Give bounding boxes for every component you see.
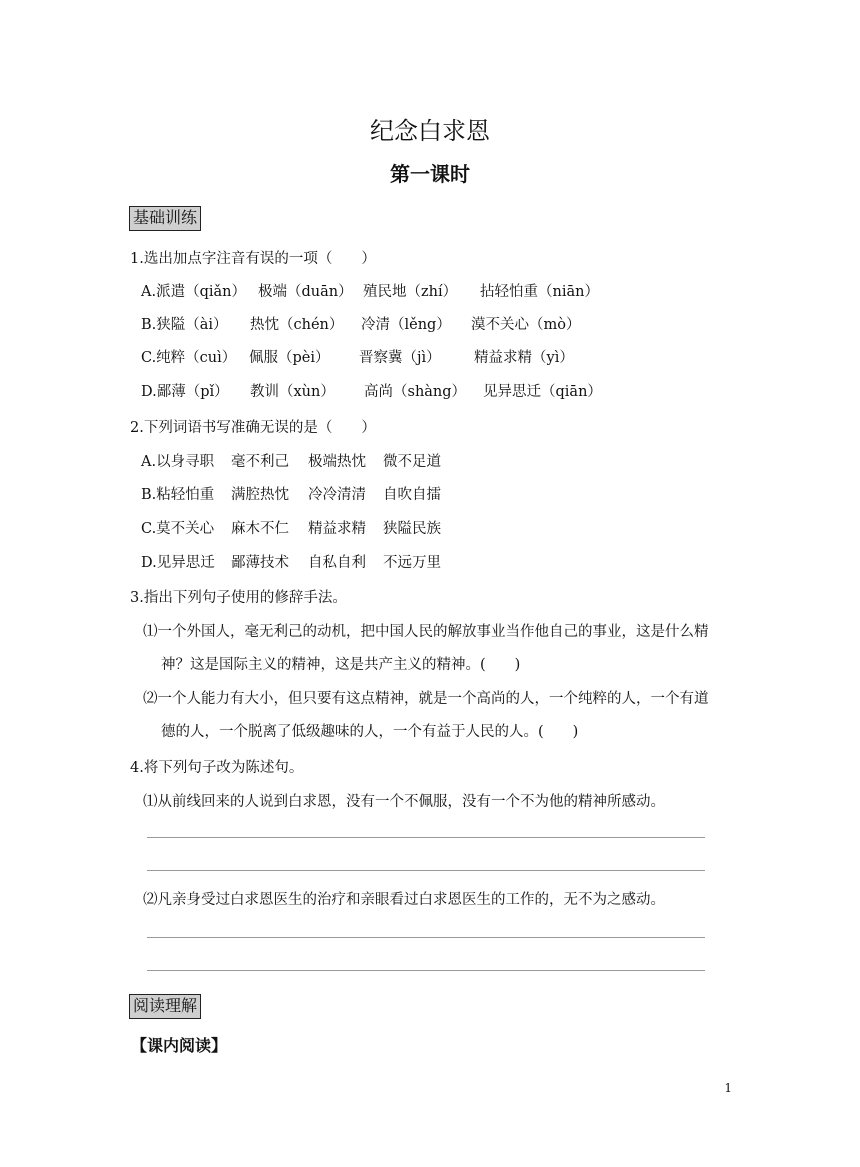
q2-option-a	[141, 450, 441, 471]
q3-sentence-2-line-2: 德的人，一个脱离了低级趣味的人，一个有益于人民的人。( )	[161, 724, 579, 740]
section-basic-training: 基础训练	[129, 206, 201, 231]
q2-option-c	[141, 517, 441, 538]
q1-option-b	[141, 313, 580, 334]
q1-d-1: D.鄙薄（pǐ）	[141, 384, 229, 400]
q1-option-a	[141, 280, 599, 301]
answer-line[interactable]	[147, 970, 705, 971]
q1-b-4: 漠不关心（mò）	[471, 317, 581, 333]
q1-b-3: 冷清（lěng）	[361, 317, 451, 333]
q1-c-3: 晋察冀（jì）	[359, 350, 441, 366]
section-reading-comprehension: 阅读理解	[129, 994, 201, 1019]
q2-a-3: 极端热忱	[308, 454, 366, 470]
q2-b-2: 满腔热忱	[231, 487, 289, 503]
q2-option-d	[141, 551, 441, 572]
q1-b-2: 热忱（chén）	[250, 317, 344, 333]
answer-line[interactable]	[147, 870, 705, 871]
q1-option-c	[141, 346, 574, 367]
page-subtitle: 第一课时	[390, 162, 470, 186]
q2-a-1: A.以身寻职	[141, 454, 215, 470]
q2-c-4: 狭隘民族	[383, 521, 441, 537]
q1-a-3: 殖民地（zhí）	[363, 284, 458, 300]
q4-sentence-2: ⑵凡亲身受过白求恩医生的治疗和亲眼看过白求恩医生的工作的，无不为之感动。	[143, 892, 665, 908]
q3-sentence-2-line-1: ⑵一个人能力有大小，但只要有这点精神，就是一个高尚的人，一个纯粹的人，一个有道	[143, 691, 709, 707]
q1-a-4: 拈轻怕重（niān）	[480, 284, 599, 300]
q3-sentence-1-line-2: 神？这是国际主义的精神，这是共产主义的精神。( )	[161, 657, 521, 673]
q2-stem: 2.下列词语书写准确无误的是（ ）	[130, 420, 376, 436]
q1-c-2: 佩服（pèi）	[249, 350, 330, 366]
q2-b-3: 冷冷清清	[308, 487, 366, 503]
q1-stem: 1.选出加点字注音有误的一项（ ）	[130, 251, 376, 267]
answer-line[interactable]	[147, 937, 705, 938]
q2-d-3: 自私自利	[308, 555, 366, 571]
q2-b-1: B.粘轻怕重	[141, 487, 215, 503]
q1-c-1: C.纯粹（cuì）	[141, 350, 237, 366]
q1-c-4: 精益求精（yì）	[474, 350, 574, 366]
q4-sentence-1: ⑴从前线回来的人说到白求恩，没有一个不佩服，没有一个不为他的精神所感动。	[143, 794, 665, 810]
in-class-reading-heading: 【课内阅读】	[131, 1036, 228, 1055]
page-title: 纪念白求恩	[370, 117, 490, 145]
q2-d-4: 不远万里	[383, 555, 441, 571]
q1-b-1: B.狭隘（ài）	[141, 317, 228, 333]
q2-c-3: 精益求精	[308, 521, 366, 537]
answer-line[interactable]	[147, 837, 705, 838]
q2-a-4: 微不足道	[383, 454, 441, 470]
q2-c-1: C.莫不关心	[141, 521, 215, 537]
q1-d-3: 高尚（shàng）	[364, 384, 467, 400]
q1-a-1: A.派遣（qiǎn）	[141, 284, 246, 300]
q2-d-1: D.见异思迁	[141, 555, 215, 571]
q2-b-4: 自吹自擂	[383, 487, 441, 503]
q1-option-d	[141, 380, 602, 401]
q3-sentence-1-line-1: ⑴一个外国人，毫无利己的动机，把中国人民的解放事业当作他自己的事业，这是什么精	[143, 624, 709, 640]
q1-d-2: 教训（xùn）	[250, 384, 335, 400]
q2-d-2: 鄙薄技术	[231, 555, 289, 571]
q4-stem: 4.将下列句子改为陈述句。	[130, 760, 304, 776]
page-number: 1	[724, 1081, 732, 1095]
q3-stem: 3.指出下列句子使用的修辞手法。	[130, 590, 347, 606]
q2-a-2: 毫不利己	[231, 454, 289, 470]
q1-a-2: 极端（duān）	[258, 284, 353, 300]
q2-c-2: 麻木不仁	[231, 521, 289, 537]
q2-option-b	[141, 483, 441, 504]
q1-d-4: 见异思迁（qiān）	[483, 384, 602, 400]
